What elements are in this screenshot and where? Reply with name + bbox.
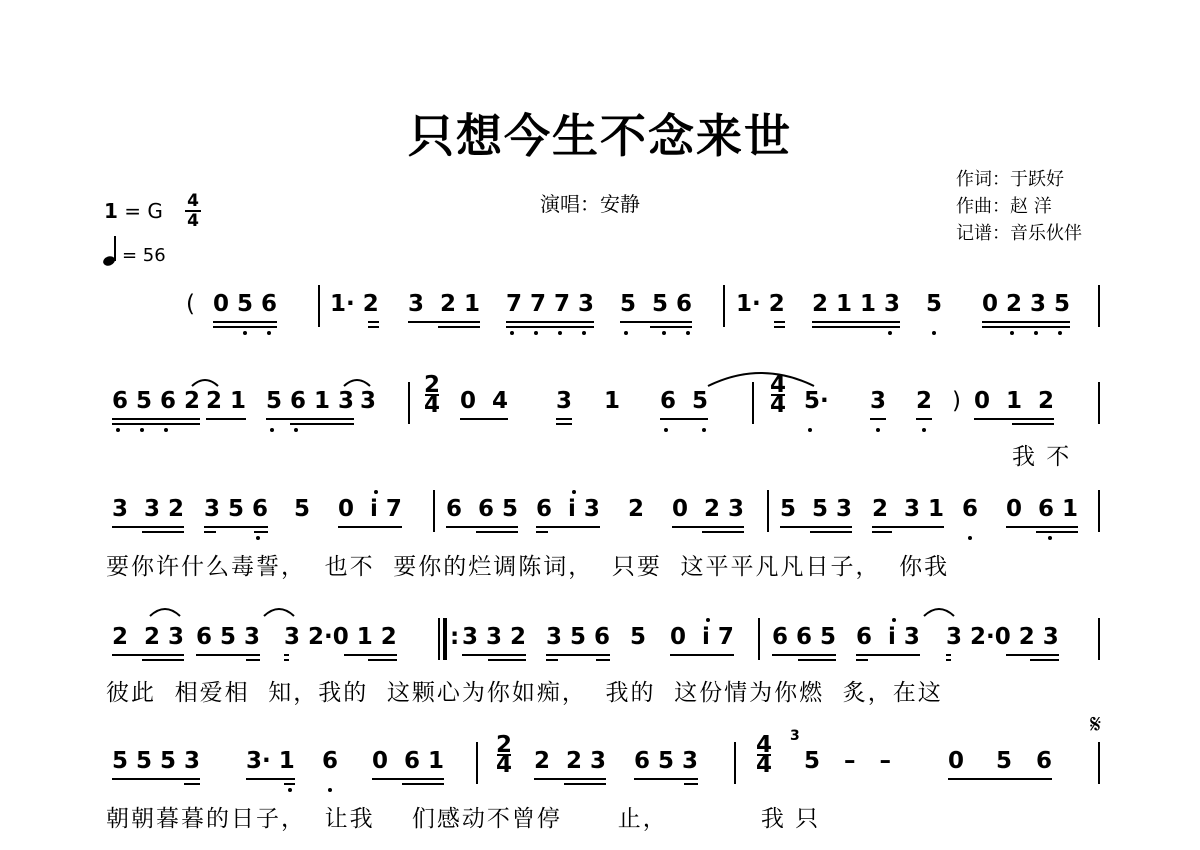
note-group: 3 5 6 xyxy=(204,496,268,522)
note: 5 xyxy=(926,291,942,317)
note-group: 0 i 7 xyxy=(670,624,734,650)
slur xyxy=(922,604,956,618)
time-signature: 2 4 xyxy=(424,372,441,418)
note-group: 0 i 7 xyxy=(338,496,402,522)
note-group: 5 5 5 3 xyxy=(112,748,200,774)
time-signature: 4 4 xyxy=(770,372,787,418)
note-group: 6 6 5 xyxy=(772,624,836,650)
note-group: 6 5 6 2 xyxy=(112,388,200,414)
note: 3 xyxy=(556,388,572,414)
bar-line xyxy=(1098,742,1100,784)
quarter-note-icon xyxy=(102,234,122,268)
bar-line xyxy=(1098,382,1100,424)
segno-sign: 𝄋 xyxy=(1090,710,1102,740)
note-group: 3 3 2 xyxy=(462,624,526,650)
note-group: 0 1 2 xyxy=(974,388,1054,414)
note-group: 3 5 6 xyxy=(546,624,610,650)
note-group: 3 2 1 xyxy=(408,291,480,317)
slur xyxy=(342,376,372,388)
notation-row-5 xyxy=(0,728,1200,804)
slur xyxy=(148,604,182,618)
note-group: 3· 1 xyxy=(246,748,295,774)
note-group: 6 i 3 xyxy=(856,624,920,650)
note-group: 6 5 3 xyxy=(634,748,698,774)
note: 5 xyxy=(630,624,647,650)
note: 6 xyxy=(962,496,978,522)
notation-row-2 xyxy=(0,372,1200,444)
note: 1 xyxy=(604,388,621,414)
note-group: 5 5 3 xyxy=(780,496,852,522)
note-group: 0 5 6 xyxy=(213,291,277,317)
bar-line xyxy=(408,382,410,424)
note-group: 6 5 xyxy=(660,388,708,414)
tempo-marking: = 56 xyxy=(122,245,166,266)
transcriber-credit: 记谱：音乐伙伴 xyxy=(956,223,1082,244)
bar-line xyxy=(752,382,754,424)
note-group: 5 – – xyxy=(804,748,892,774)
bar-line xyxy=(476,742,478,784)
notation-row-4 xyxy=(0,624,1200,680)
note: 5· xyxy=(804,388,829,414)
note-group: 3 2·0 1 2 xyxy=(284,624,397,650)
lyricist-credit: 作词：于跃好 xyxy=(956,169,1064,190)
lyric-line-2: 我 不 xyxy=(1012,444,1072,470)
open-paren: ( xyxy=(186,291,195,317)
note-group: 2 3 1 xyxy=(872,496,944,522)
time-signature: 4 4 xyxy=(756,732,773,778)
note-group: 6 6 5 xyxy=(446,496,518,522)
note: 5 xyxy=(294,496,311,522)
bar-line xyxy=(433,490,435,532)
note-group: 2 1 xyxy=(206,388,246,414)
page-title: 只想今生不念来世 xyxy=(408,109,792,163)
note-group: 1· 2 xyxy=(330,291,379,317)
note-group: 2 2 3 xyxy=(534,748,606,774)
key-signature: 1 = G xyxy=(104,199,163,223)
note: 3 xyxy=(870,388,886,414)
note-group: 1· 2 xyxy=(736,291,785,317)
note-group: 7 7 7 3 xyxy=(506,291,594,317)
lyric-line-3: 要你许什么毒誓， 也不 要你的烂调陈词， 只要 这平平凡凡日子， 你我 xyxy=(106,554,950,580)
note: 6 xyxy=(322,748,338,774)
bar-line xyxy=(758,618,760,660)
close-paren: ) xyxy=(952,388,961,414)
note-group: 0 2 3 5 xyxy=(982,291,1070,317)
note-group: 0 6 1 xyxy=(372,748,444,774)
note: 3 xyxy=(360,388,377,414)
credits-block xyxy=(956,166,1082,247)
note-group: 5 5 6 xyxy=(620,291,692,317)
note-group: 0 5 6 xyxy=(948,748,1052,774)
note: 2 xyxy=(916,388,932,414)
lyric-line-5: 朝朝暮暮的日子， 让我 们感动不曾停 止， 我 只 xyxy=(106,806,821,832)
notation-row-1 xyxy=(0,291,1200,347)
note: 2 xyxy=(628,496,645,522)
note-group: 6 5 3 xyxy=(196,624,260,650)
notation-row-3 xyxy=(0,496,1200,552)
note-group: 2 1 1 3 xyxy=(812,291,900,317)
note-group: 5 6 1 3 xyxy=(266,388,354,414)
bar-line xyxy=(1098,490,1100,532)
bar-line xyxy=(1098,285,1100,327)
repeat-bar-line xyxy=(438,618,440,660)
time-signature: 2 4 xyxy=(496,732,513,778)
note-group: 0 2 3 xyxy=(672,496,744,522)
composer-credit: 作曲：赵 洋 xyxy=(956,196,1052,217)
tie xyxy=(706,364,816,388)
lyric-line-4: 彼此 相爱相 知，我的 这颗心为你如痴， 我的 这份情为你燃 炙，在这 xyxy=(106,680,943,706)
time-signature: 4 4 xyxy=(185,192,201,230)
repeat-dots: : xyxy=(450,624,460,650)
note-group: 3 3 2 xyxy=(112,496,184,522)
grace-note: 3 xyxy=(790,728,800,744)
bar-line xyxy=(723,285,725,327)
note-group: 3 2·0 2 3 xyxy=(946,624,1059,650)
repeat-bar-thick xyxy=(443,618,447,660)
note-group: 0 6 1 xyxy=(1006,496,1078,522)
slur xyxy=(190,376,220,388)
bar-line xyxy=(1098,618,1100,660)
bar-line xyxy=(767,490,769,532)
note-group: 0 4 xyxy=(460,388,508,414)
note-group: 6 i 3 xyxy=(536,496,600,522)
bar-line xyxy=(318,285,320,327)
singer-credit: 演唱：安静 xyxy=(540,192,640,216)
bar-line xyxy=(734,742,736,784)
slur xyxy=(262,604,296,618)
note-group: 2 2 3 xyxy=(112,624,184,650)
